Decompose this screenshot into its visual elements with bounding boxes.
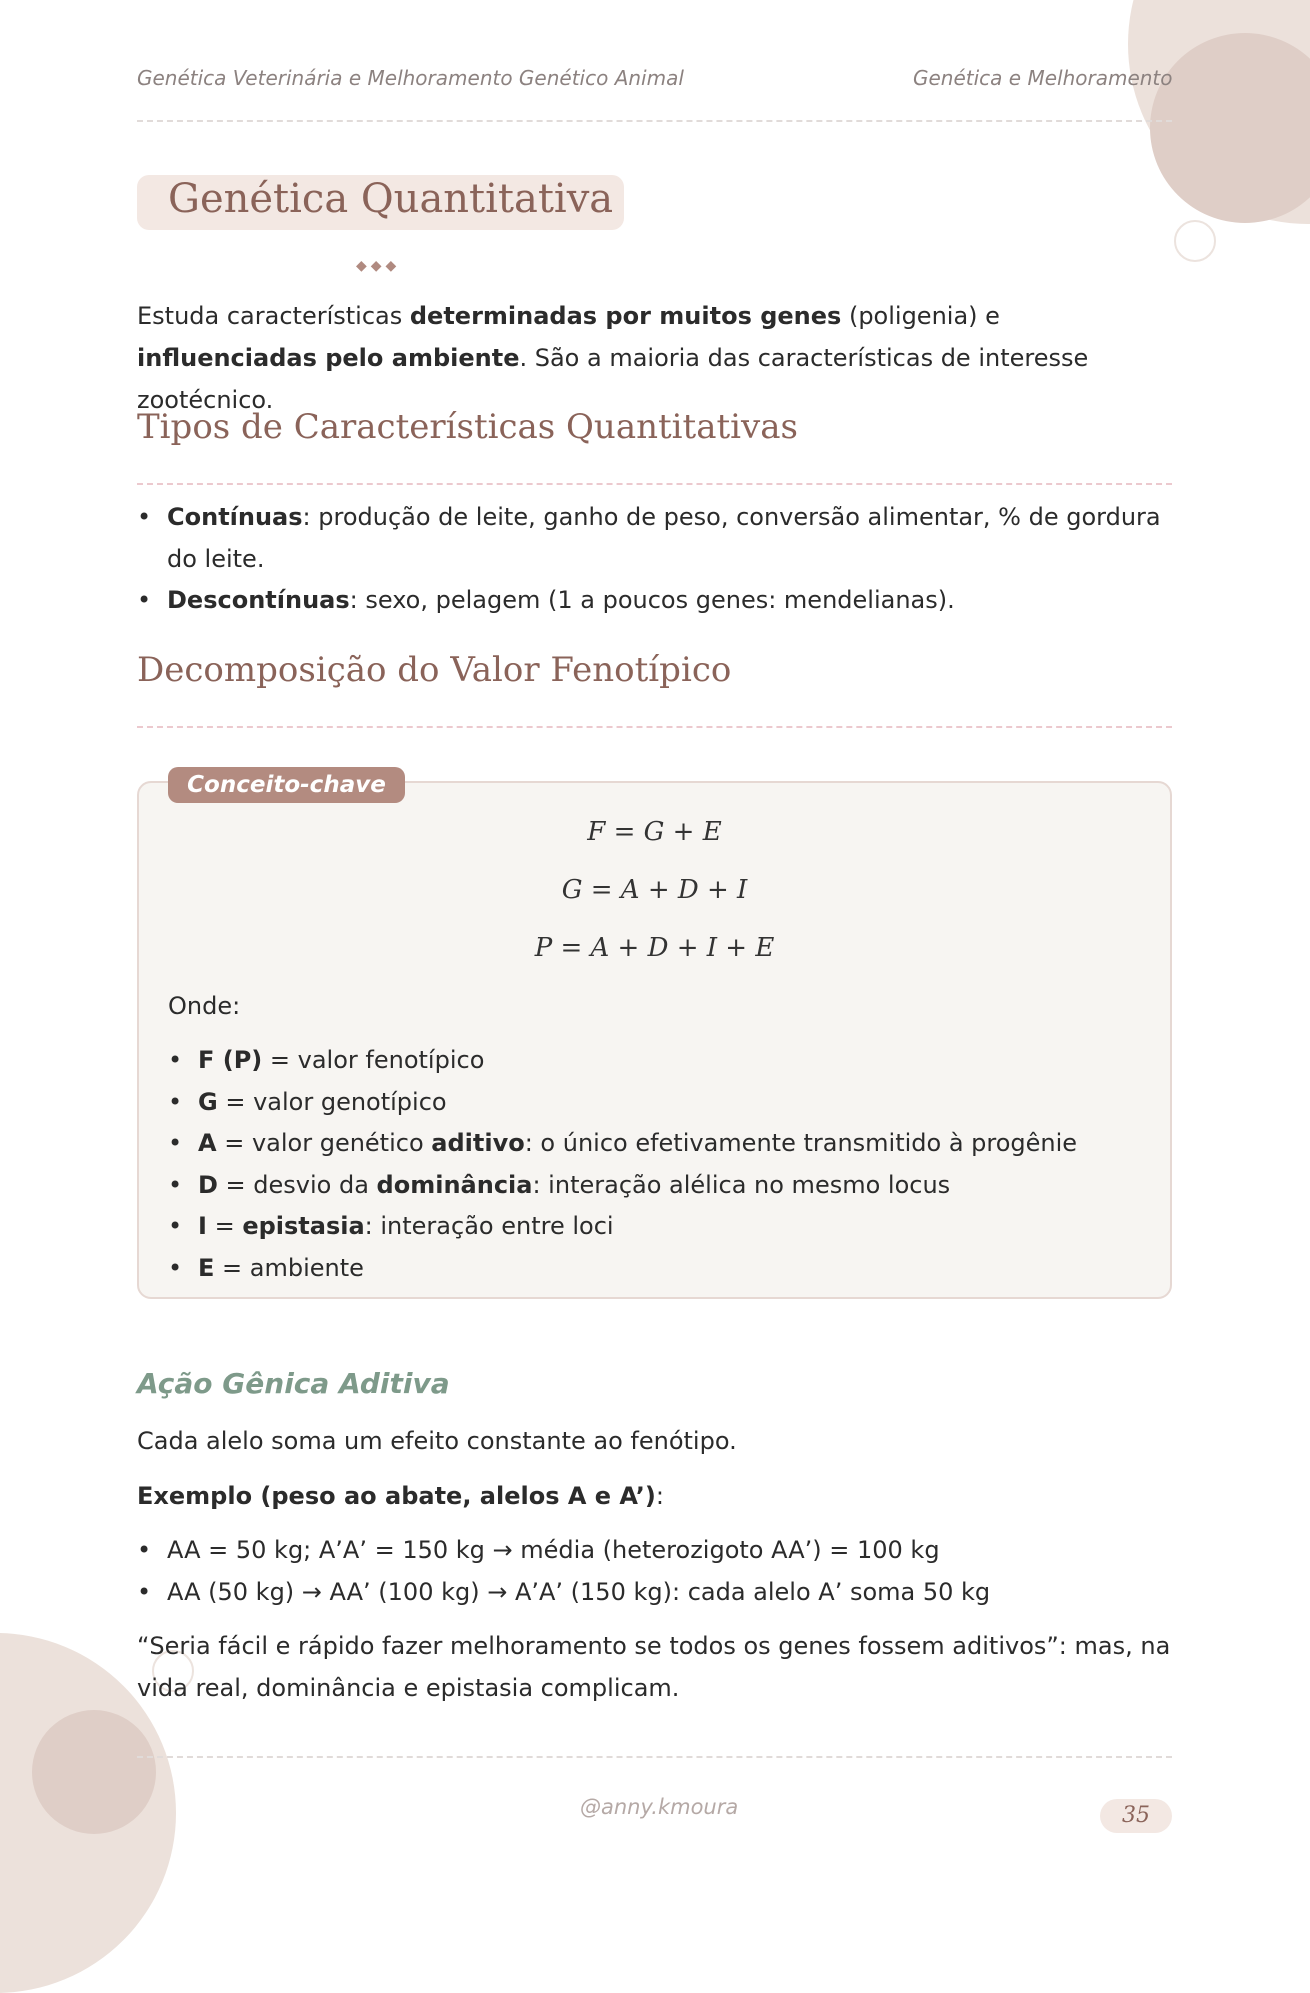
list-item: • D = desvio da dominância: interação alélica no mesmo locus bbox=[168, 1165, 1148, 1207]
section-divider bbox=[137, 726, 1172, 728]
section-heading-decomposicao: Decomposição do Valor Fenotípico bbox=[137, 650, 732, 690]
running-header-right: Genética e Melhoramento bbox=[913, 66, 1173, 90]
equation: G = A + D + I bbox=[561, 875, 748, 905]
concept-box-label: Conceito-chave bbox=[168, 767, 405, 803]
running-header-left: Genética Veterinária e Melhoramento Genético Animal bbox=[137, 66, 684, 90]
section-heading-tipos: Tipos de Características Quantitativas bbox=[137, 407, 798, 447]
example-heading: Exemplo (peso ao abate, alelos A e A’): bbox=[137, 1482, 664, 1510]
footer-divider bbox=[137, 1756, 1172, 1758]
list-item: • I = epistasia: interação entre loci bbox=[168, 1206, 1148, 1248]
title-ornament: ◆◆◆ bbox=[356, 258, 401, 274]
header-divider bbox=[137, 120, 1172, 122]
list-item: • A = valor genético aditivo: o único efetivamente transmitido à progênie bbox=[168, 1123, 1148, 1165]
list-item: • F (P) = valor fenotípico bbox=[168, 1040, 1148, 1082]
author-handle: @anny.kmoura bbox=[580, 1795, 739, 1819]
onde-label: Onde: bbox=[168, 992, 241, 1020]
section-divider bbox=[137, 483, 1172, 485]
list-item: • E = ambiente bbox=[168, 1248, 1148, 1290]
decorative-circle-bottom-left-inner bbox=[32, 1710, 156, 1834]
decorative-ring-top-right bbox=[1174, 220, 1216, 262]
equation: P = A + D + I + E bbox=[534, 933, 775, 963]
page-title: Genética Quantitativa bbox=[168, 176, 614, 222]
page-number: 35 bbox=[1100, 1799, 1172, 1833]
intro-paragraph: Estuda características determinadas por muitos genes (poligenia) e influenciadas pelo ambiente. São a maioria das características de interesse zootécnico. bbox=[137, 302, 1089, 414]
list-item: • G = valor genotípico bbox=[168, 1082, 1148, 1124]
subsection-heading-acao-genica: Ação Gênica Aditiva bbox=[137, 1367, 450, 1400]
list-item: • AA (50 kg) → AA’ (100 kg) → A’A’ (150 kg): cada alelo A’ soma 50 kg bbox=[137, 1572, 1177, 1614]
list-item: • Descontínuas: sexo, pelagem (1 a poucos genes: mendelianas). bbox=[137, 580, 1177, 622]
list-item: • Contínuas: produção de leite, ganho de peso, conversão alimentar, % de gordura do leite. bbox=[137, 497, 1177, 580]
equation: F = G + E bbox=[587, 817, 722, 847]
tipos-list bbox=[137, 497, 1177, 622]
example-list bbox=[137, 1530, 1177, 1613]
variables-list bbox=[168, 1040, 1148, 1289]
quote-paragraph: “Seria fácil e rápido fazer melhoramento se todos os genes fossem aditivos”: mas, na vida real, dominância e epistasia complicam. bbox=[137, 1632, 1171, 1702]
list-item: • AA = 50 kg; A’A’ = 150 kg → média (heterozigoto AA’) = 100 kg bbox=[137, 1530, 1177, 1572]
additive-description: Cada alelo soma um efeito constante ao fenótipo. bbox=[137, 1427, 737, 1455]
